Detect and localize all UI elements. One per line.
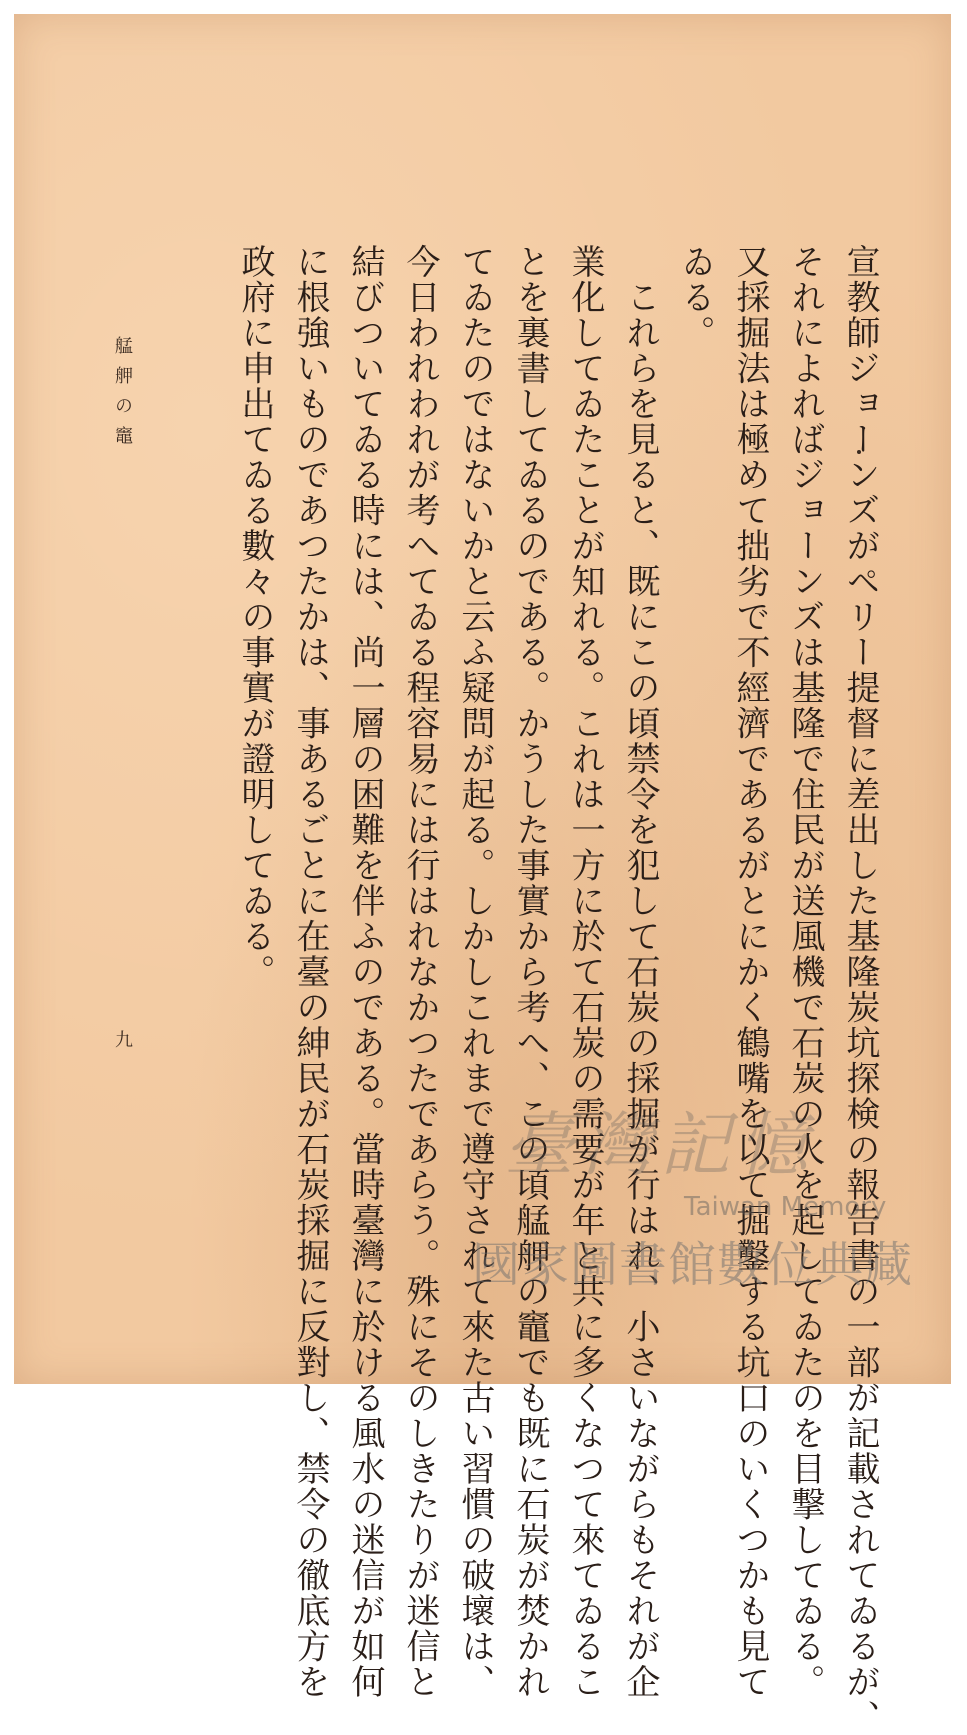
text-column-8: てゐたのではないかと云ふ疑問が起る。しかしこれまで遵守されて來た古い習慣の破壞は、 xyxy=(455,244,495,1700)
text-column-12: 政府に申出てゐる數々の事實が證明してゐる。 xyxy=(235,244,275,990)
text-column-9: 今日われわれが考へてゐる程容易には行はれなかつたであらう。殊にそのしきたりが迷信と xyxy=(400,244,440,1700)
text-column-7: とを裏書してゐるのである。かうした事實から考へ、この頃艋舺の竈でも既に石炭が焚かれ xyxy=(510,244,550,1700)
text-column-5: これらを見ると、既にこの頃禁令を犯して石炭の採掘が行はれ、小さいながらもそれが企 xyxy=(620,244,660,1700)
page-number: 九 xyxy=(112,1030,133,1048)
watermark-english: Taiwan Memory xyxy=(684,1192,887,1222)
watermark-calligraphy: 臺灣記憶 xyxy=(504,1104,816,1186)
text-column-1: 宣教師ジョーンズがペリー提督に差出した基隆炭坑探検の報告書の一部が記載されてゐるが、 xyxy=(840,244,880,1735)
text-column-11: に根強いものであつたかは、事あるごとに在臺の紳民が石炭採掘に反對し、禁令の徹底方を xyxy=(290,244,330,1700)
watermark-chinese: 國家圖書館數位典藏 xyxy=(472,1237,914,1293)
text-column-3: 又採掘法は極めて拙劣で不經濟であるがとにかく鶴嘴を以て掘鑿する坑口のいくつかも見て xyxy=(730,244,770,1700)
text-column-10: 結びついてゐる時には、尚一層の困難を伴ふのである。當時臺灣に於ける風水の迷信が如何 xyxy=(345,244,385,1700)
text-column-4: ゐる。 xyxy=(675,244,715,351)
text-column-2: それによればジョーンズは基隆で住民が送風機で石炭の火を起してゐたのを目撃してゐる。 xyxy=(785,244,825,1700)
text-column-6: 業化してゐたことが知れる。これは一方に於て石炭の需要が年と共に多くなつて來てゐるこ xyxy=(565,244,605,1700)
document-page xyxy=(14,14,951,1735)
running-head: 艋舺の竈 xyxy=(112,336,133,456)
